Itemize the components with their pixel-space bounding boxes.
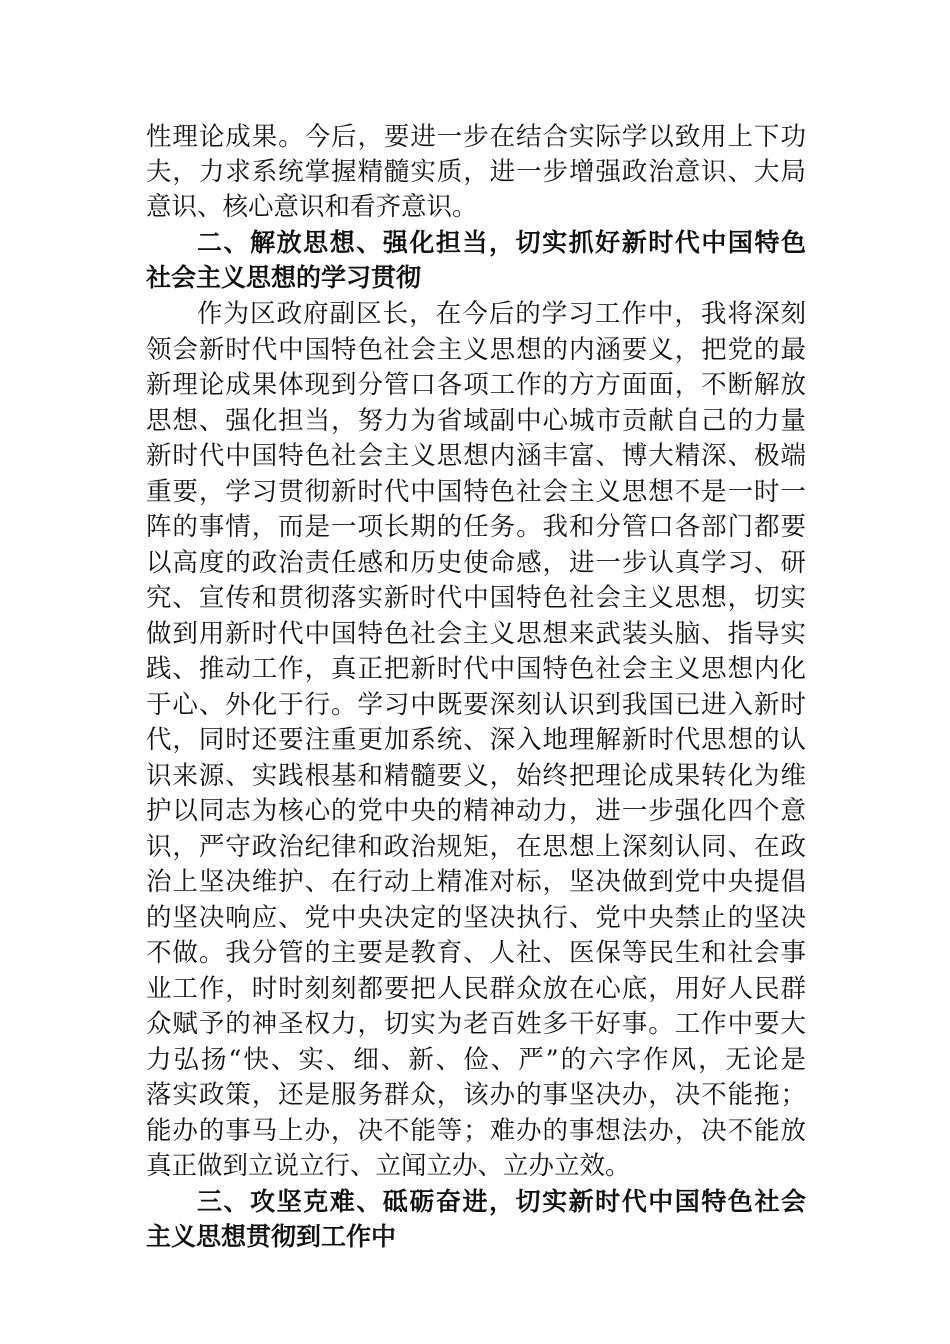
paragraph-line: 识来源、实践根基和精髓要义，始终把理论成果转化为维: [146, 761, 806, 791]
paragraph-line: 业工作，时时刻刻都要把人民群众放在心底，用好人民群: [146, 974, 806, 1004]
paragraph-line: 领会新时代中国特色社会主义思想的内涵要义，把党的最: [146, 335, 806, 365]
paragraph-line: 究、宣传和贯彻落实新时代中国特色社会主义思想，切实: [146, 583, 806, 613]
paragraph-line: 真正做到立说立行、立闻立办、立办立效。: [146, 1151, 631, 1181]
section-heading-line: 社会主义思想的学习贯彻: [146, 263, 422, 292]
paragraph-line: 治上坚决维护、在行动上精准对标，坚决做到党中央提倡: [146, 867, 806, 897]
paragraph-line: 能办的事马上办，决不能等；难办的事想法办，决不能放: [146, 1116, 806, 1146]
paragraph-line: 意识、核心意识和看齐意识。: [146, 192, 478, 222]
paragraph-line: 以高度的政治责任感和历史使命感，进一步认真学习、研: [146, 548, 806, 578]
paragraph-line: 作为区政府副区长，在今后的学习工作中，我将深刻: [197, 299, 806, 329]
paragraph-line: 代，同时还要注重更加系统、深入地理解新时代思想的认: [146, 725, 806, 755]
paragraph-line: 力弘扬“快、实、细、新、俭、严”的六字作风，无论是: [146, 1045, 806, 1075]
paragraph-line: 识，严守政治纪律和政治规矩，在思想上深刻认同、在政: [146, 832, 806, 862]
paragraph-line: 阵的事情，而是一项长期的任务。我和分管口各部门都要: [146, 512, 806, 542]
paragraph-line: 于心、外化于行。学习中既要深刻认识到我国已进入新时: [146, 690, 806, 720]
paragraph-line: 众赋予的神圣权力，切实为老百姓多干好事。工作中要大: [146, 1009, 806, 1039]
paragraph-line: 落实政策，还是服务群众，该办的事坚决办，决不能拖；: [146, 1080, 806, 1110]
paragraph-line: 新理论成果体现到分管口各项工作的方方面面，不断解放: [146, 370, 806, 400]
section-heading-line: 主义思想贯彻到工作中: [146, 1222, 397, 1251]
paragraph-line: 做到用新时代中国特色社会主义思想来武装头脑、指导实: [146, 619, 806, 649]
section-heading-line: 二、解放思想、强化担当，切实抓好新时代中国特色: [197, 228, 806, 257]
paragraph-line: 性理论成果。今后，要进一步在结合实际学以致用上下功: [146, 122, 806, 152]
paragraph-line: 护以同志为核心的党中央的精神动力，进一步强化四个意: [146, 796, 806, 826]
section-heading-line: 三、攻坚克难、砥砺奋进，切实新时代中国特色社会: [197, 1187, 806, 1216]
paragraph-line: 新时代中国特色社会主义思想内涵丰富、博大精深、极端: [146, 441, 806, 471]
paragraph-line: 重要，学习贯彻新时代中国特色社会主义思想不是一时一: [146, 477, 806, 507]
paragraph-line: 思想、强化担当，努力为省域副中心城市贡献自己的力量: [146, 406, 806, 436]
paragraph-line: 践、推动工作，真正把新时代中国特色社会主义思想内化: [146, 654, 806, 684]
paragraph-line: 夫，力求系统掌握精髓实质，进一步增强政治意识、大局: [146, 157, 806, 187]
paragraph-line: 的坚决响应、党中央决定的坚决执行、党中央禁止的坚决: [146, 903, 806, 933]
paragraph-line: 不做。我分管的主要是教育、人社、医保等民生和社会事: [146, 938, 806, 968]
